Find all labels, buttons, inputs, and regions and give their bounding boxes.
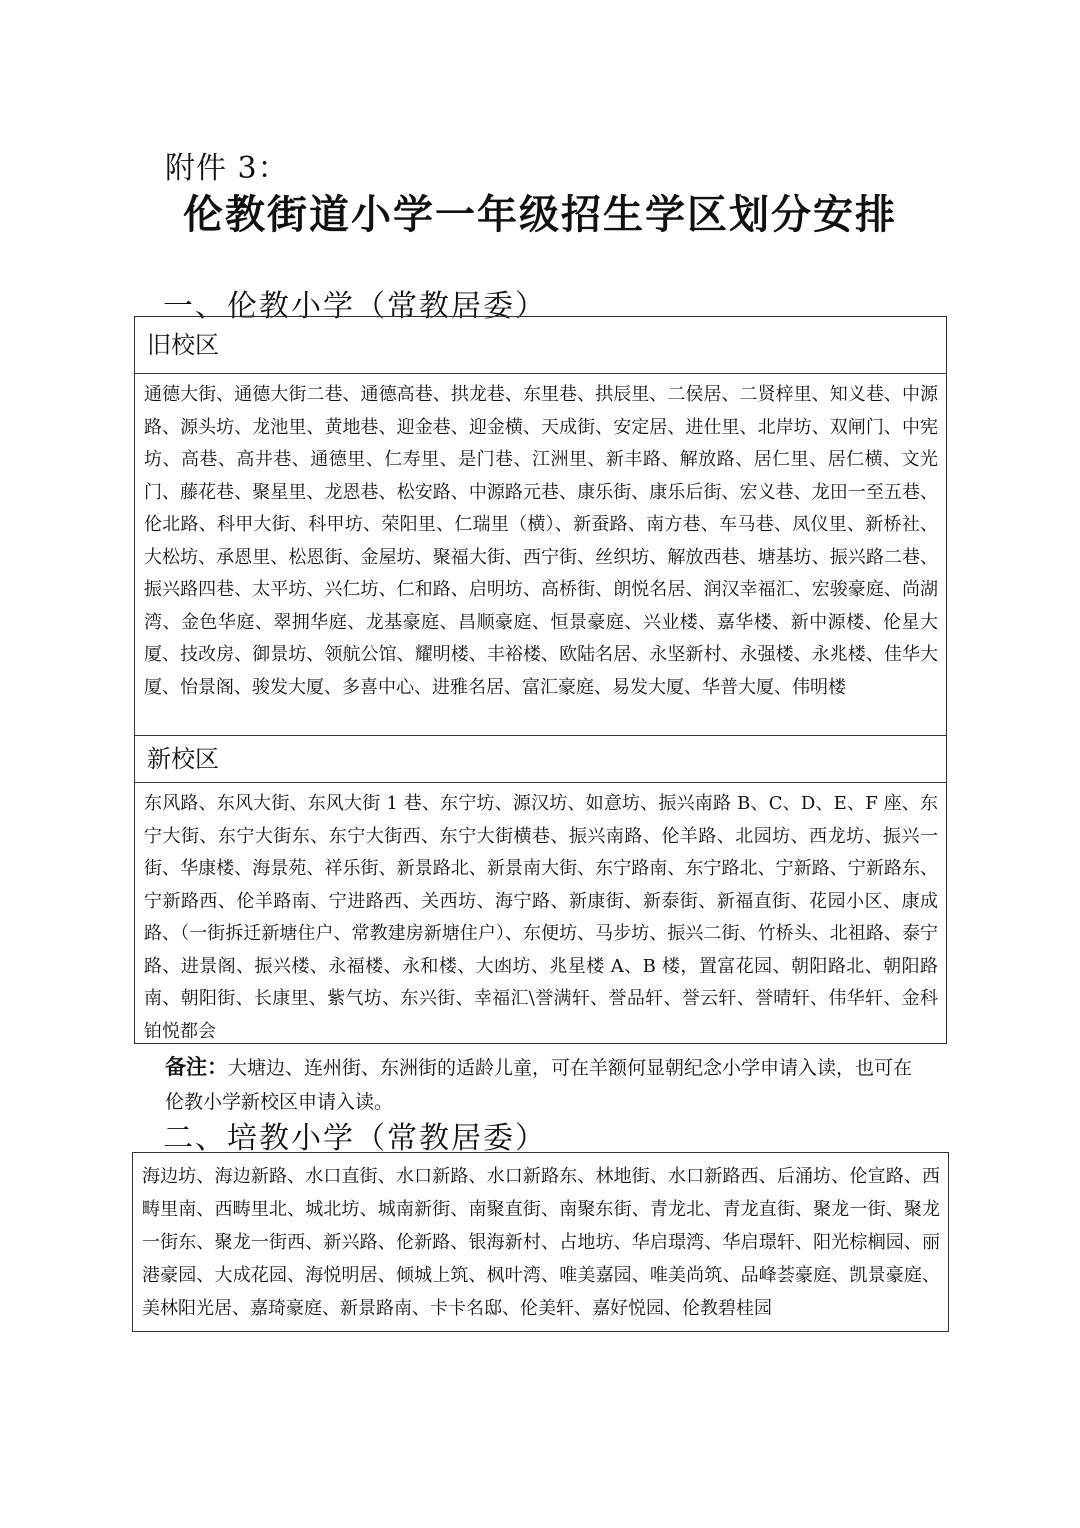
section-heading-peijiao: 二、培教小学（常教居委）: [163, 1121, 547, 1156]
remark-note: [165, 1050, 925, 1119]
new-campus-areas: 东风路、东风大街、东风大街 1 巷、东宁坊、源汉坊、如意坊、振兴南路 B、C、D、E、F 座、东宁大街、东宁大街东、东宁大街西、东宁大街横巷、振兴南路、伦羊路、北园坊、西龙坊、振兴一街、华康楼、海景苑、祥乐街、新景路北、新景南大街、东宁路南、东宁路北、宁新路、宁新路东、宁新路西、伦羊路南、宁进路西、关西坊、海宁路、新康街、新泰街、新福直街、花园小区、康成路、（一街拆迁新塘住户、常教建房新塘住户）、东便坊、马步坊、振兴二街、竹桥头、北祖路、泰宁路、进景阁、振兴楼、永福楼、永和楼、大凼坊、兆星楼 A、B 楼，置富花园、朝阳路北、朝阳路南、朝阳街、长康里、紫气坊、东兴街、幸福汇\誉满轩、誉品轩、誉云轩、誉晴轩、伟华轩、金科铂悦都会: [144, 793, 938, 1042]
remark-label: 备注：: [165, 1054, 228, 1079]
peijiao-areas: 海边坊、海边新路、水口直街、水口新路、水口新路东、林地街、水口新路西、后涌坊、伦宣路、西畴里南、西畴里北、城北坊、城南新街、南聚直街、南聚东街、青龙北、青龙直街、聚龙一街、聚龙一街东、聚龙一街西、新兴路、伦新路、银海新村、占地坊、华启璟湾、华启璟轩、阳光棕榈园、丽港豪园、大成花园、海悦明居、倾城上筑、枫叶湾、唯美嘉园、唯美尚筑、品峰荟豪庭、凯景豪庭、美林阳光居、嘉琦豪庭、新景路南、卡卡名邸、伦美轩、嘉好悦园、伦教碧桂园: [142, 1166, 940, 1319]
new-campus-label: 新校区: [135, 736, 946, 783]
attachment-label: 附件 3：: [165, 151, 289, 186]
remark-text: 大塘边、连州街、东洲街的适龄儿童，可在羊额何显朝纪念小学申请入读，也可在伦教小学新校区申请入读。: [165, 1057, 913, 1113]
lunjiao-school-table: [134, 316, 947, 1044]
old-campus-areas: 通德大街、通德大街二巷、通德高巷、拱龙巷、东里巷、拱辰里、二侯居、二贤梓里、知义巷、中源路、源头坊、龙池里、黄地巷、迎金巷、迎金横、天成街、安定居、进仕里、北岸坊、双闸门、中宪坊、高巷、高井巷、通德里、仁寿里、是门巷、江洲里、新丰路、解放路、居仁里、居仁横、文光门、藤花巷、聚星里、龙恩巷、松安路、中源路元巷、康乐街、康乐后街、宏义巷、龙田一至五巷、伦北路、科甲大街、科甲坊、荣阳里、仁瑞里（横）、新蚕路、南方巷、车马巷、凤仪里、新桥社、大松坊、承恩里、松恩街、金屋坊、聚福大街、西宁街、丝织坊、解放西巷、塘基坊、振兴路二巷、振兴路四巷、太平坊、兴仁坊、仁和路、启明坊、高桥街、朗悦名居、润汉幸福汇、宏骏豪庭、尚湖湾、金色华庭、翠拥华庭、龙基豪庭、昌顺豪庭、恒景豪庭、兴业楼、嘉华楼、新中源楼、伦星大厦、技改房、御景坊、领航公馆、耀明楼、丰裕楼、欧陆名居、永坚新村、永强楼、永兆楼、佳华大厦、怡景阁、骏发大厦、多喜中心、进雅名居、富汇豪庭、易发大厦、华普大厦、伟明楼: [135, 374, 946, 736]
section-heading-lunjiao: 一、伦教小学（常教居委）: [163, 289, 547, 324]
old-campus-label: 旧校区: [135, 317, 946, 374]
document-title: 伦教街道小学一年级招生学区划分安排: [183, 192, 897, 238]
peijiao-school-table: [132, 1152, 949, 1332]
